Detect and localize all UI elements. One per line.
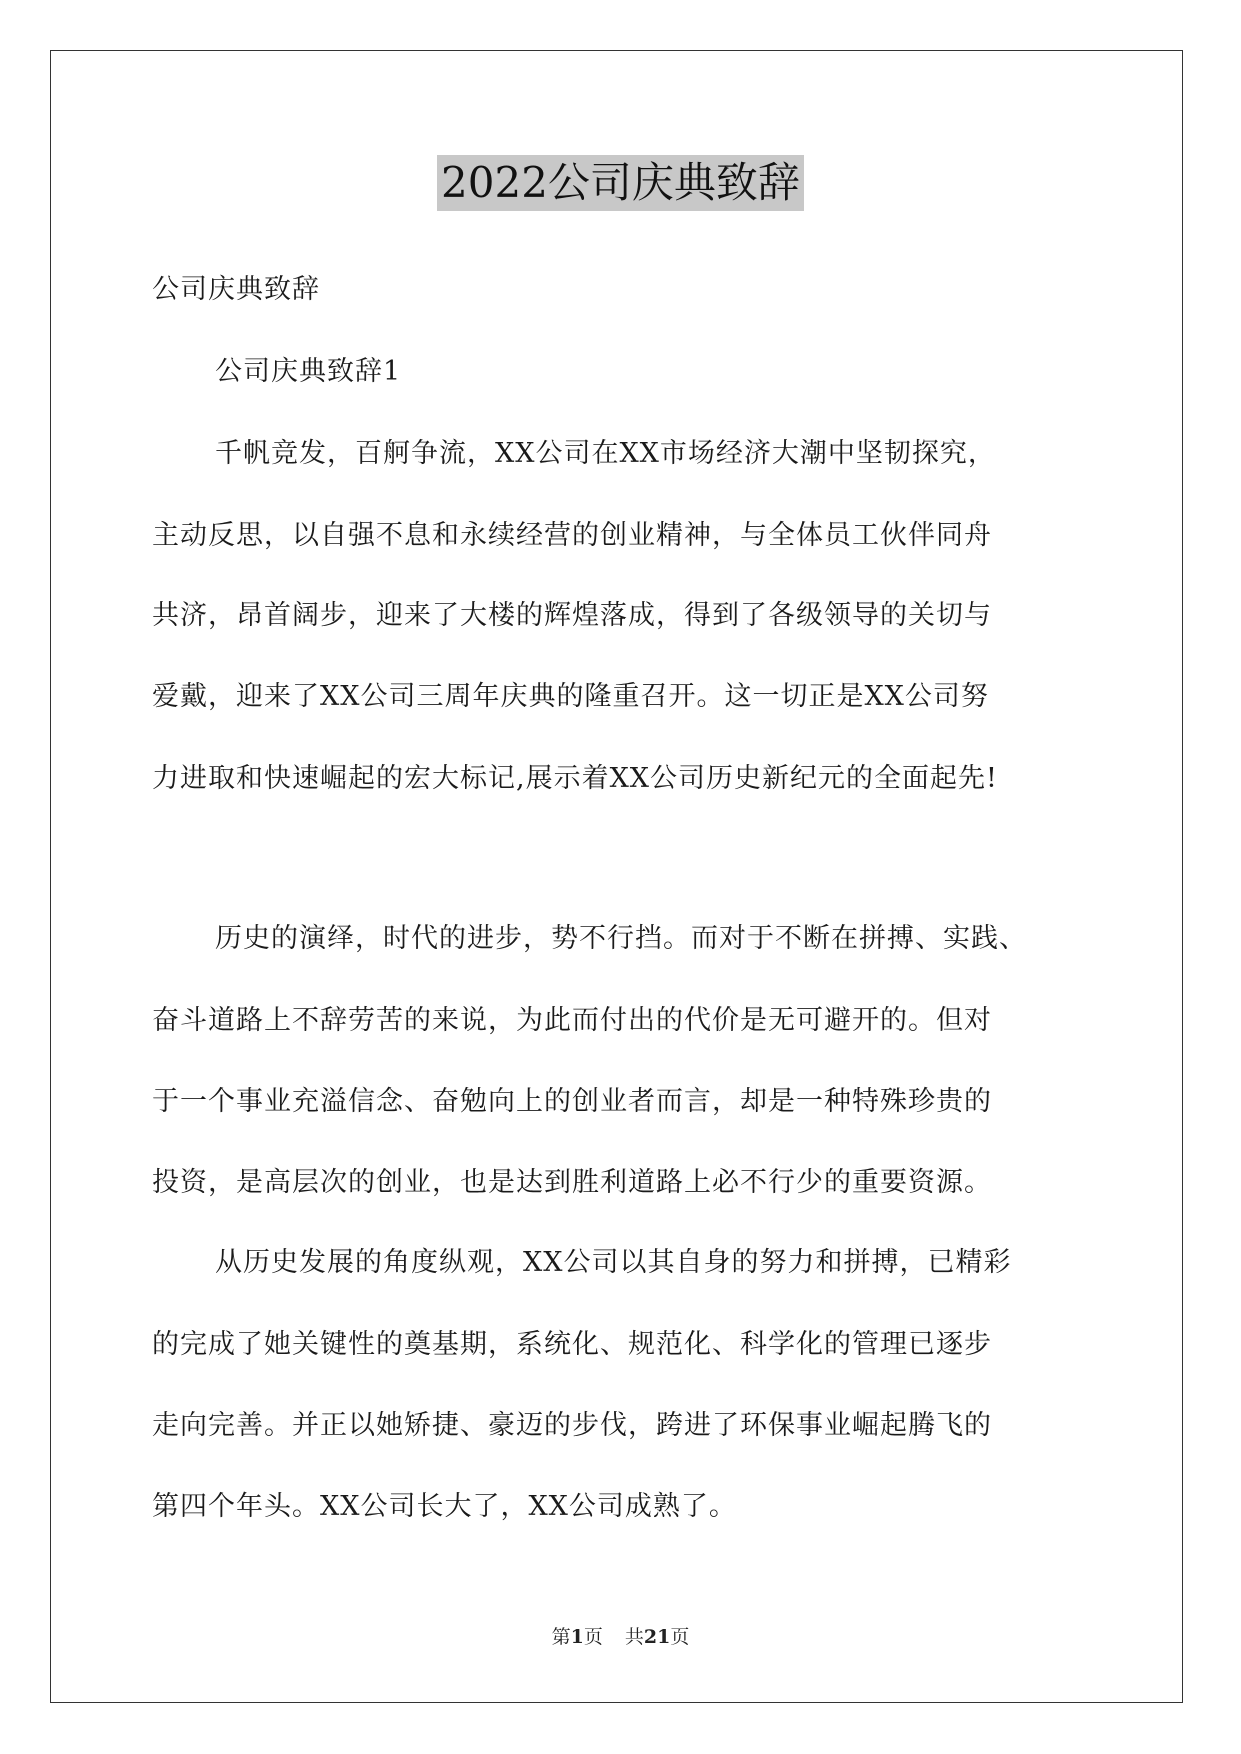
page-number: 1: [570, 1626, 584, 1648]
document-title: 2022公司庆典致辞: [437, 155, 804, 211]
total-pages: 21: [643, 1626, 671, 1648]
page-suffix: 页: [583, 1626, 603, 1648]
paragraph-2-line-2: 奋斗道路上不辞劳苦的来说，为此而付出的代价是无可避开的。但对: [152, 1005, 992, 1036]
paragraph-2-line-4: 投资，是高层次的创业，也是达到胜利道路上必不行少的重要资源。: [152, 1167, 992, 1198]
paragraph-1-line-3: 共济，昂首阔步，迎来了大楼的辉煌落成，得到了各级领导的关切与: [152, 600, 992, 631]
paragraph-1-line-5: 力进取和快速崛起的宏大标记,展示着XX公司历史新纪元的全面起先!: [152, 763, 998, 794]
paragraph-3-line-2: 的完成了她关键性的奠基期，系统化、规范化、科学化的管理已逐步: [152, 1329, 992, 1360]
title-container: [0, 155, 1241, 211]
paragraph-1-line-1: 千帆竞发，百舸争流，XX公司在XX市场经济大潮中坚韧探究，: [215, 438, 996, 469]
document-subtitle: 公司庆典致辞: [152, 274, 320, 305]
section-heading: 公司庆典致辞1: [215, 356, 402, 387]
total-prefix: 共: [624, 1626, 644, 1648]
page-prefix: 第: [551, 1626, 571, 1648]
paragraph-1-line-2: 主动反思，以自强不息和永续经营的创业精神，与全体员工伙伴同舟: [152, 520, 992, 551]
paragraph-1-line-4: 爱戴，迎来了XX公司三周年庆典的隆重召开。这一切正是XX公司努: [152, 681, 989, 712]
paragraph-3-line-3: 走向完善。并正以她矫捷、豪迈的步伐，跨进了环保事业崛起腾飞的: [152, 1410, 992, 1441]
paragraph-3-line-1: 从历史发展的角度纵观，XX公司以其自身的努力和拼搏，已精彩: [215, 1247, 1012, 1278]
paragraph-3-line-4: 第四个年头。XX公司长大了，XX公司成熟了。: [152, 1491, 737, 1522]
paragraph-2-line-1: 历史的演绎，时代的进步，势不行挡。而对于不断在拼搏、实践、: [215, 923, 1027, 954]
paragraph-2-line-3: 于一个事业充溢信念、奋勉向上的创业者而言，却是一种特殊珍贵的: [152, 1086, 992, 1117]
page-footer: [0, 1625, 1241, 1649]
total-suffix: 页: [670, 1626, 690, 1648]
